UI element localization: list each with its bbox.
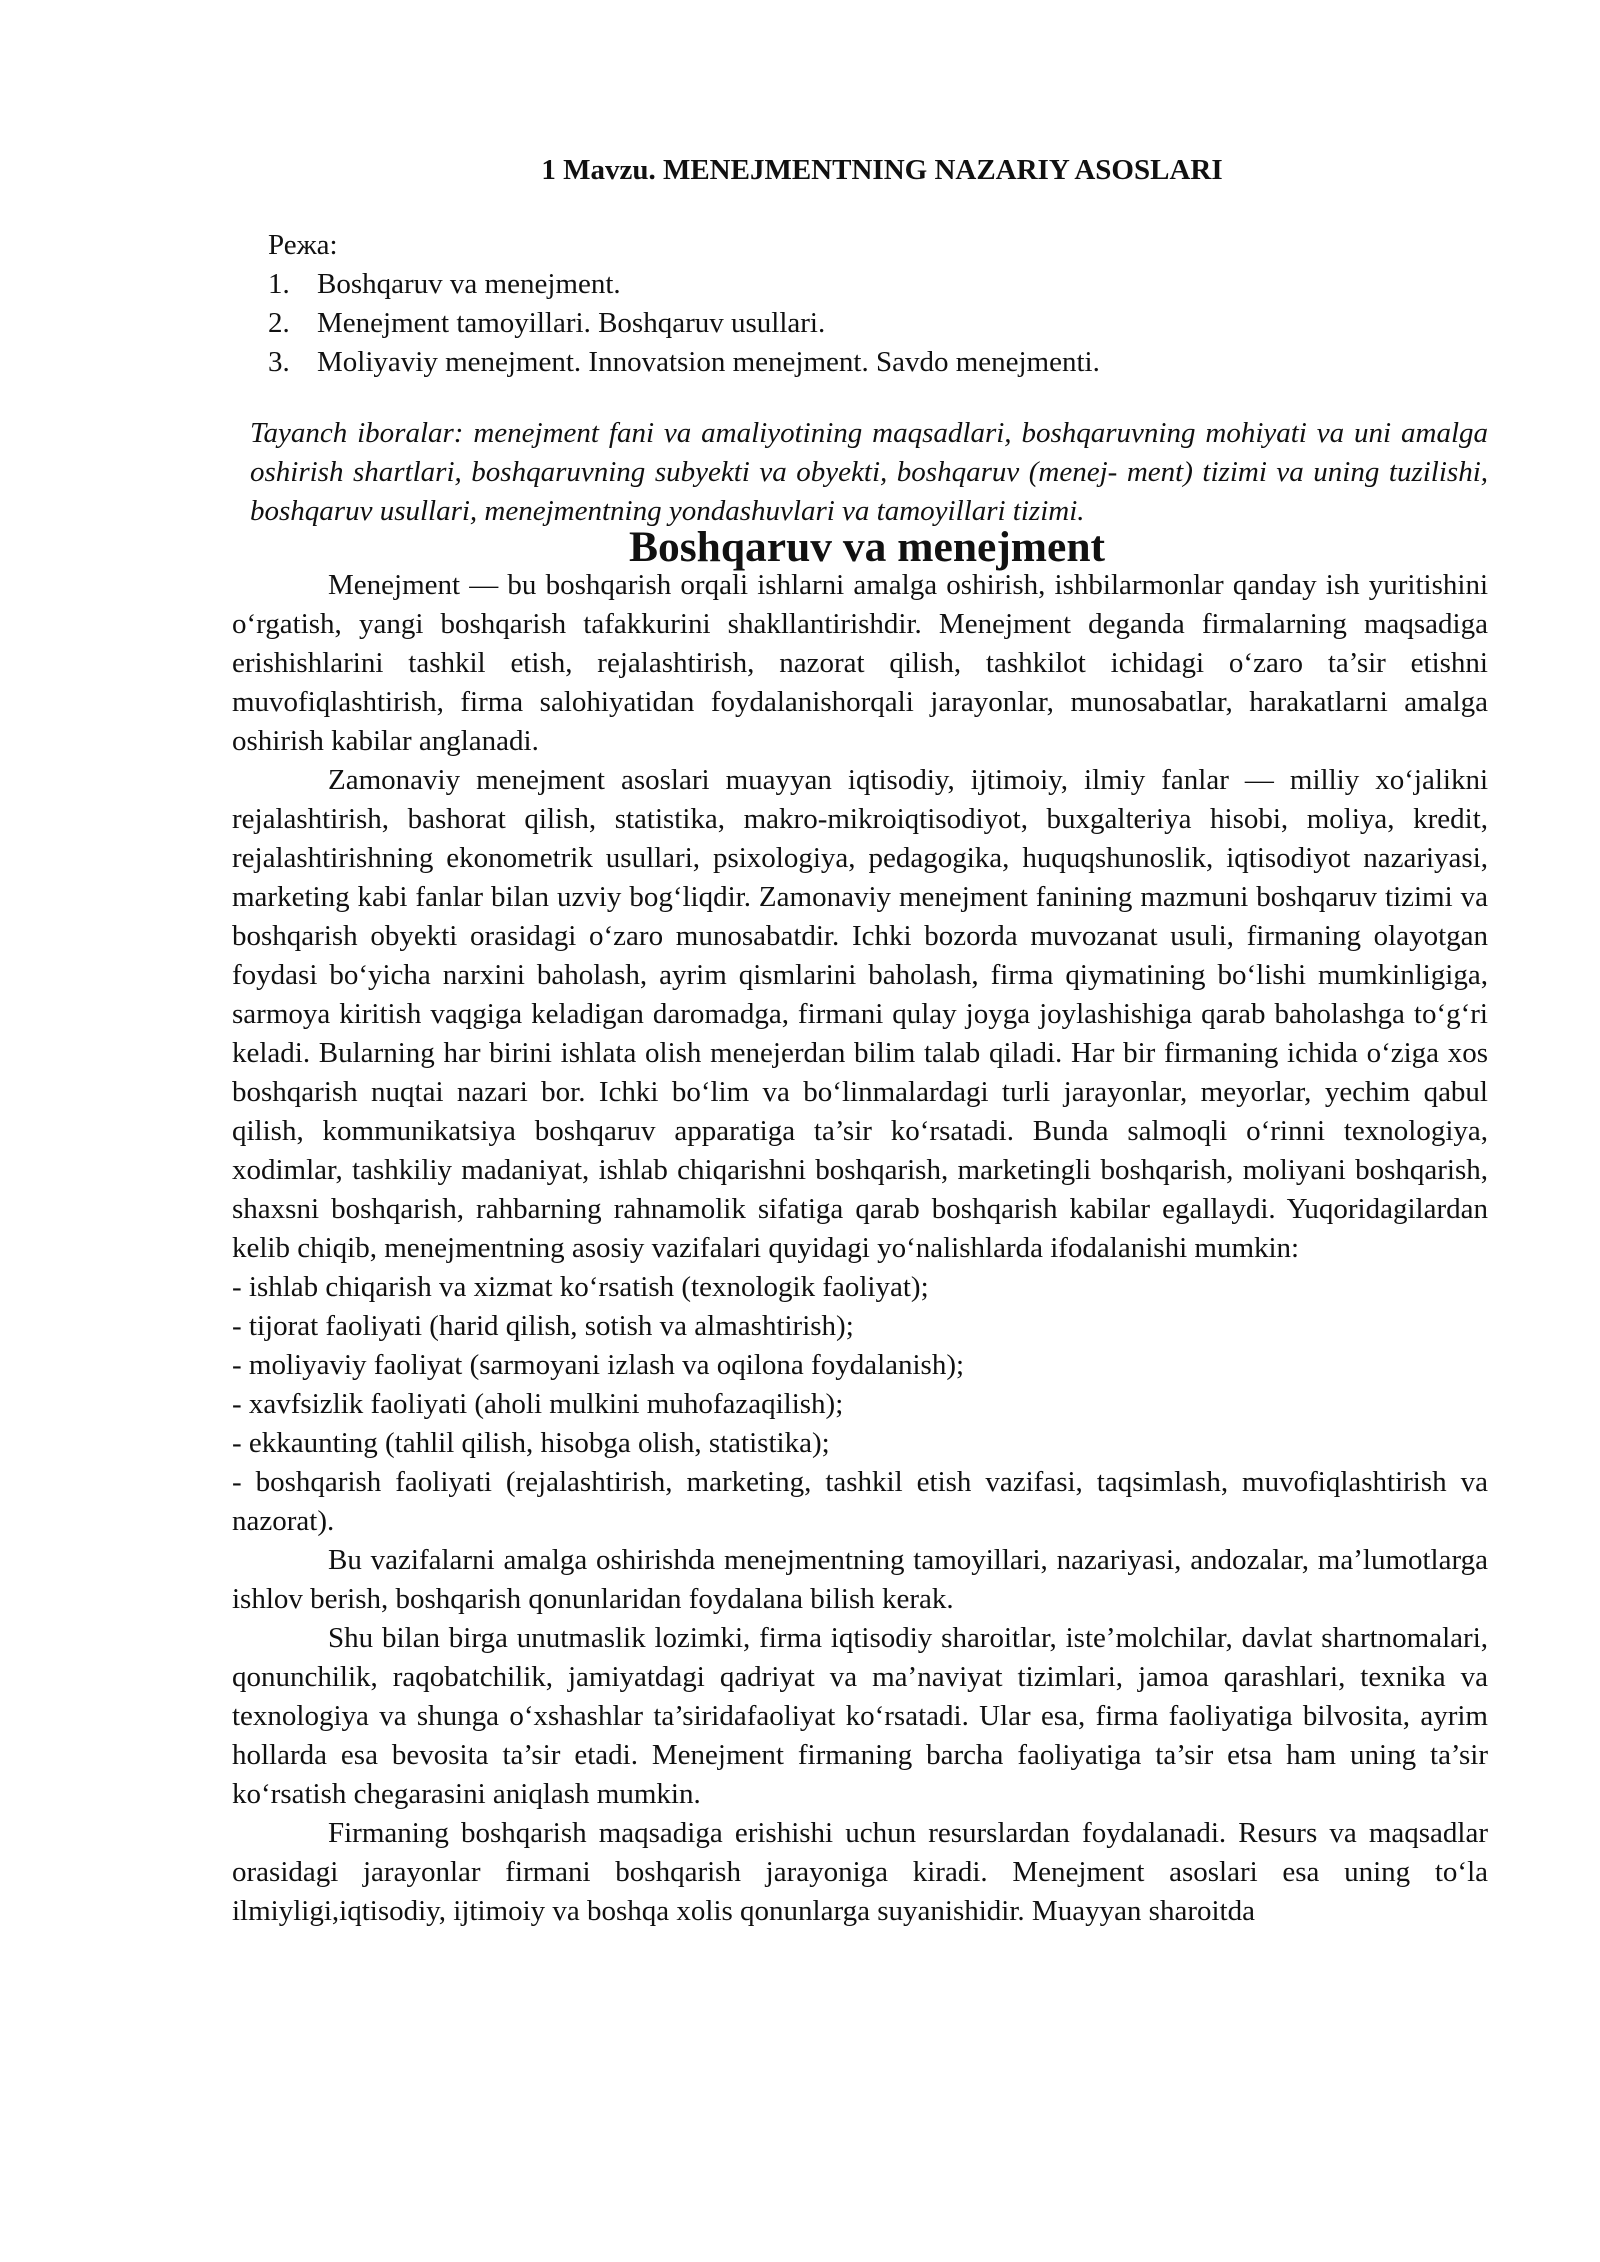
paragraph: Firmaning boshqarish maqsadiga erishishi uchun resurslardan foydalanadi. Resurs va maqsadlar orasidagi jarayonlar firmani boshqarish jarayoniga kiradi. Menejment asoslari esa uning to‘la ilmiyligi,iqtisodiy, ijtimoiy va boshqa xolis qonunlarga suyanishidir. Muayyan sharoitda <box>232 1817 1488 1927</box>
plan-item-number: 2. <box>268 307 290 339</box>
paragraph: Menejment — bu boshqarish orqali ishlarni amalga oshirish, ishbilarmonlar qanday ish yuritishini o‘rgatish, yangi boshqarish tafakkurini shakllantirishdir. Menejment deganda firmalarning maqsadiga erishishlarini tashkil etish, rejalashtirish, nazorat qilish, tashkilot ichidagi o‘zaro ta’sir etishni muvofiqlashtirish, firma salohiyatidan foydalanishorqali jarayonlar, munosabatlar, harakatlarni amalga oshirish kabilar anglanadi. <box>232 569 1488 757</box>
plan-item-number: 1. <box>268 268 290 300</box>
keywords-paragraph: Tayanch iboralar: menejment fani va amaliyotining maqsadlari, boshqaruvning mohiyati va uni amalga oshirish shartlari, boshqaruvning subyekti va obyekti, boshqaruv (menej- ment) tizimi va uning tuzilishi, boshqaruv usullari, menejmentning yondashuvlari va tamoyillari tizimi. <box>250 417 1488 527</box>
paragraph: Zamonaviy menejment asoslari muayyan iqtisodiy, ijtimoiy, ilmiy fanlar — milliy xo‘jalikni rejalashtirish, bashorat qilish, statistika, makro-mikroiqtisodiyot, buxgalteriya hisobi, moliya, kredit, rejalashtirishning ekonometrik usullari, psixologiya, pedagogika, huquqshunoslik, iqtisodiyot nazariyasi, marketing kabi fanlar bilan uzviy bog‘liqdir. Zamonaviy menejment fanining mazmuni boshqaruv tizimi va boshqarish obyekti orasidagi o‘zaro munosabatdir. Ichki bozorda muvozanat usuli, firmaning olayotgan foydasi bo‘yicha narxini baholash, ayrim qismlarini baholash, firma qiymatining bo‘lishi mumkinligiga, sarmoya kiritish vaqgiga keladigan daromadga, firmani qulay joyga joylashishiga qarab baholashga to‘g‘ri keladi. Bularning har birini ishlata olish menejerdan bilim talab qiladi. Har bir firmaning ichida o‘ziga xos boshqarish nuqtai nazari bor. Ichki bo‘lim va bo‘linmalardagi turli jarayonlar, meyorlar, yechim qabul qilish, kommunikatsiya boshqaruv apparatiga ta’sir ko‘rsatadi. Bunda salmoqli o‘rinni texnologiya, xodimlar, tashkiliy madaniyat, ishlab chiqarishni boshqarish, marketingli boshqarish, moliyani boshqarish, shaxsni boshqarish, rahbarning rahnamolik sifatiga qarab boshqarish kabilar egallaydi. Yuqoridagilardan kelib chiqib, menejmentning asosiy vazifalari quyidagi yo‘nalishlarda ifodalanishi mumkin: <box>232 764 1488 1264</box>
section-heading: Boshqaruv va menejment <box>628 523 1106 571</box>
paragraph: Shu bilan birga unutmaslik lozimki, firma iqtisodiy sharoitlar, iste’molchilar, davlat shartnomalari, qonunchilik, raqobatchilik, jamiyatdagi qadriyat va ma’naviyat tizimlari, jamoa qarashlari, texnika va texnologiya va shunga o‘xshashlar ta’siridafaoliyat ko‘rsatadi. Ular esa, firma faoliyatiga bilvosita, ayrim hollarda esa bevosita ta’sir etadi. Menejment firmaning barcha faoliyatiga ta’sir etsa ham uning ta’sir ko‘rsatish chegarasini aniqlash mumkin. <box>232 1622 1488 1810</box>
plan-item-number: 3. <box>268 346 290 378</box>
list-item: - xavfsizlik faoliyati (aholi mulkini muhofazaqilish); <box>232 1388 844 1420</box>
plan-item <box>268 304 1468 343</box>
list-item: - ekkaunting (tahlil qilish, hisobga olish, statistika); <box>232 1427 830 1459</box>
body-text <box>232 566 1488 1931</box>
plan-item-text: Boshqaruv va menejment. <box>317 268 621 300</box>
plan-item <box>268 265 1468 304</box>
list-item: - moliyaviy faoliyat (sarmoyani izlash va oqilona foydalanish); <box>232 1349 965 1381</box>
list-item: - boshqarish faoliyati (rejalashtirish, marketing, tashkil etish vazifasi, taqsimlash, muvofiqlashtirish va nazorat). <box>232 1466 1488 1537</box>
plan-item <box>268 343 1468 382</box>
duties-list <box>232 1268 1488 1541</box>
plan-list <box>268 265 1468 382</box>
plan-item-text: Menejment tamoyillari. Boshqaruv usullari. <box>317 307 826 339</box>
paragraph: Bu vazifalarni amalga oshirishda menejmentning tamoyillari, nazariyasi, andozalar, ma’lumotlarga ishlov berish, boshqarish qonunlaridan foydalana bilish kerak. <box>232 1544 1488 1615</box>
list-item: - tijorat faoliyati (harid qilish, sotish va almashtirish); <box>232 1310 854 1342</box>
plan-heading: Режа: <box>268 229 338 261</box>
plan-section <box>268 226 1468 382</box>
list-item: - ishlab chiqarish va xizmat ko‘rsatish (texnologik faoliyat); <box>232 1271 929 1303</box>
plan-item-text: Moliyaviy menejment. Innovatsion menejment. Savdo menejmenti. <box>317 346 1100 378</box>
page-title: 1 Mavzu. MENEJMENTNING NAZARIY ASOSLARI <box>541 154 1223 186</box>
